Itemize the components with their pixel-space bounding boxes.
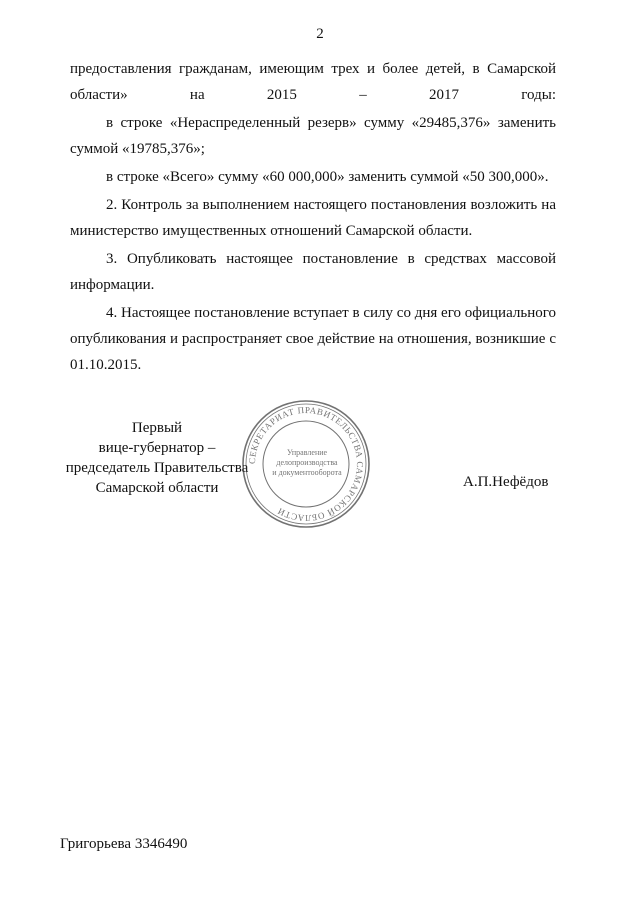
paragraph-effective-date-clause: 4. Настоящее постановление вступает в силу со дня его официального опубликования и распространяет свое действие на отношения, возникшие с 01.10.2015.: [70, 305, 556, 373]
official-stamp: [240, 398, 372, 530]
paragraph-control-clause: 2. Контроль за выполнением настоящего постановления возложить на министерство имущественных отношений Самарской области.: [70, 197, 556, 239]
page-number: 2: [316, 26, 324, 42]
stamp-center-line: и документооборота: [272, 468, 342, 477]
document-body: [70, 56, 556, 380]
stamp-center-line: делопроизводства: [276, 458, 338, 467]
signatory-title-line: Самарской области: [95, 480, 219, 496]
signatory-title-line: председатель Правительства: [65, 460, 249, 476]
paragraph-continuation: предоставления гражданам, имеющим трех и более детей, в Самарской области» на 2015 – 2017 годы:: [70, 61, 556, 103]
executor-contact: Григорьева 3346490: [60, 836, 188, 852]
stamp-center-line: Управление: [286, 448, 328, 457]
signatory-name: А.П.Нефёдов: [463, 474, 549, 490]
signatory-title-line: вице-губернатор –: [98, 440, 216, 456]
signatory-title: [60, 418, 254, 498]
stamp-ring-text: СЕКРЕТАРИАТ ПРАВИТЕЛЬСТВА САМАРСКОЙ ОБЛАСТИ: [246, 404, 366, 524]
stamp-center-text: [262, 448, 352, 478]
paragraph-publication-clause: 3. Опубликовать настоящее постановление в средствах массовой информации.: [70, 251, 556, 293]
signatory-title-line: Первый: [131, 420, 183, 436]
paragraph-reserve-change: в строке «Нераспределенный резерв» сумму «29485,376» заменить суммой «19785,376»;: [70, 115, 556, 157]
paragraph-total-change: в строке «Всего» сумму «60 000,000» заменить суммой «50 300,000».: [106, 169, 549, 185]
